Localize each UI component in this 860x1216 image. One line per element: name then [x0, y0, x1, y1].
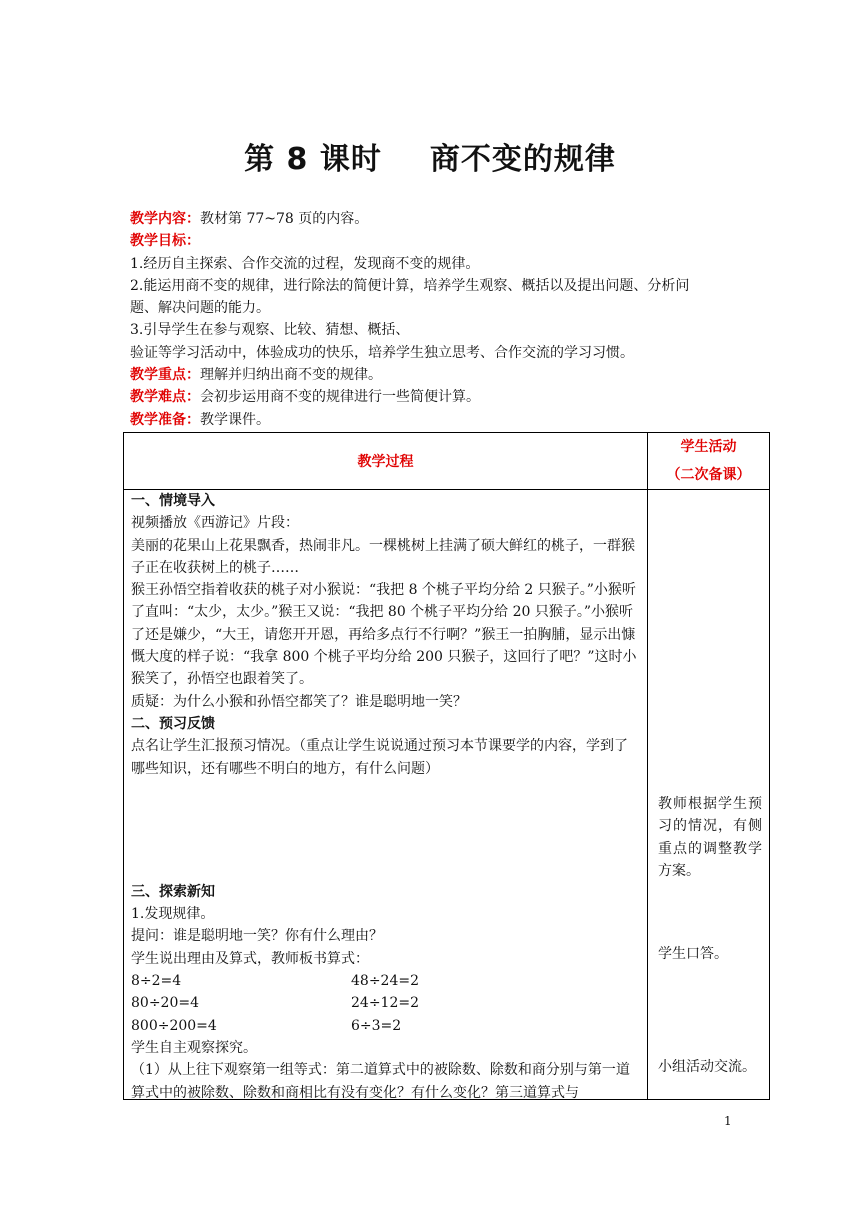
section-3-para: 提问：谁是聪明地一笑？你有什么理由？	[131, 928, 383, 945]
equation: 800÷200=4	[131, 1017, 217, 1034]
section-1-para: 质疑：为什么小猴和孙悟空都笑了？谁是聪明地一笑？	[131, 693, 467, 710]
section-2-para: 点名让学生汇报预习情况。（重点让学生说说通过预习本节课要学的内容，学到了哪些知识，还有哪些不明白的地方，有什么问题）	[131, 738, 628, 777]
header-activity-line2: （二次备课）	[666, 467, 751, 483]
header-activity-line1: 学生活动	[680, 439, 737, 455]
goal-2a: 2.能运用商不变的规律，进行除法的简便计算，培养学生观察、概括以及提出问题、分析问	[130, 277, 690, 294]
prep-text: 教学课件。	[200, 411, 270, 428]
goal-2b: 题、解决问题的能力。	[130, 300, 270, 317]
activity-note: 教师根据学生预习的情况，有侧重点的调整教学方案。	[658, 796, 762, 879]
process-cell	[124, 490, 648, 1100]
section-3-para: （1）从上往下观察第一组等式：第二道算式中的被除数、除数和商分别与第一道算式中的被除数、除数和商相比有没有变化？有什么变化？第三道算式与	[131, 1062, 630, 1101]
equation-row	[131, 1015, 641, 1037]
page-title	[0, 134, 860, 178]
difficult-label: 教学难点：	[130, 389, 200, 406]
lesson-meta	[130, 208, 750, 431]
section-1-para: 猴王孙悟空指着收获的桃子对小猴说：“我把 8 个桃子平均分给 2 只猴子。”小猴听了直叫：“太少，太少。”猴王又说：“我把 80 个桃子平均分给 20 只猴子。”小猴听了还是嫌少，“大王，请您开开恩，再给多点行不行啊？”猴王一拍胸脯，显示出慷慨大度的样子说：“我拿 800 个桃子平均分给 200 只猴子，这回行了吧？”这时小猴笑了，孙悟空也跟着笑了。	[131, 582, 637, 688]
header-process: 教学过程	[124, 433, 648, 490]
section-1-para: 视频播放《西游记》片段：	[131, 515, 299, 532]
content-text: 教材第 77~78 页的内容。	[200, 211, 369, 227]
equation-row	[131, 970, 641, 992]
equation: 80÷20=4	[131, 995, 199, 1012]
header-activity	[648, 433, 770, 490]
page-number: 1	[724, 1114, 732, 1128]
difficult-text: 会初步运用商不变的规律进行一些简便计算。	[200, 389, 480, 406]
section-1-title: 一、情境导入	[131, 493, 215, 509]
section-2-title: 二、预习反馈	[131, 715, 215, 732]
lesson-table	[123, 432, 770, 1100]
title-topic: 商不变的规律	[429, 142, 616, 177]
section-1-para: 美丽的花果山上花果飘香，热闹非凡。一棵桃树上挂满了硕大鲜红的桃子，一群猴子正在收获树上的桃子……	[131, 537, 635, 576]
equation: 48÷24=2	[351, 973, 419, 990]
section-3-para: 学生自主观察探究。	[131, 1039, 257, 1056]
activity-cell	[648, 490, 770, 1100]
equation: 6÷3=2	[351, 1017, 402, 1034]
activity-note: 小组活动交流。	[658, 1059, 756, 1075]
equation: 8÷2=4	[131, 973, 182, 990]
content-label: 教学内容：	[130, 211, 200, 227]
key-text: 理解并归纳出商不变的规律。	[200, 367, 382, 384]
goal-3a: 3.引导学生在参与观察、比较、猜想、概括、	[130, 322, 410, 339]
goal-1: 1.经历自主探索、合作交流的过程，发现商不变的规律。	[130, 255, 480, 272]
prep-label: 教学准备：	[130, 411, 200, 428]
goal-3b: 验证等学习活动中，体验成功的快乐，培养学生独立思考、合作交流的学习习惯。	[130, 344, 634, 361]
section-3-para: 学生说出理由及算式，教师板书算式：	[131, 950, 369, 967]
section-3-para: 1.发现规律。	[131, 906, 215, 923]
goals-label: 教学目标：	[130, 233, 200, 250]
equation-row	[131, 992, 641, 1014]
section-3-title: 三、探索新知	[131, 883, 215, 900]
key-label: 教学重点：	[130, 367, 200, 384]
activity-note: 学生口答。	[658, 946, 728, 962]
title-lesson: 第 8 课时	[244, 142, 382, 177]
equation: 24÷12=2	[351, 995, 419, 1012]
